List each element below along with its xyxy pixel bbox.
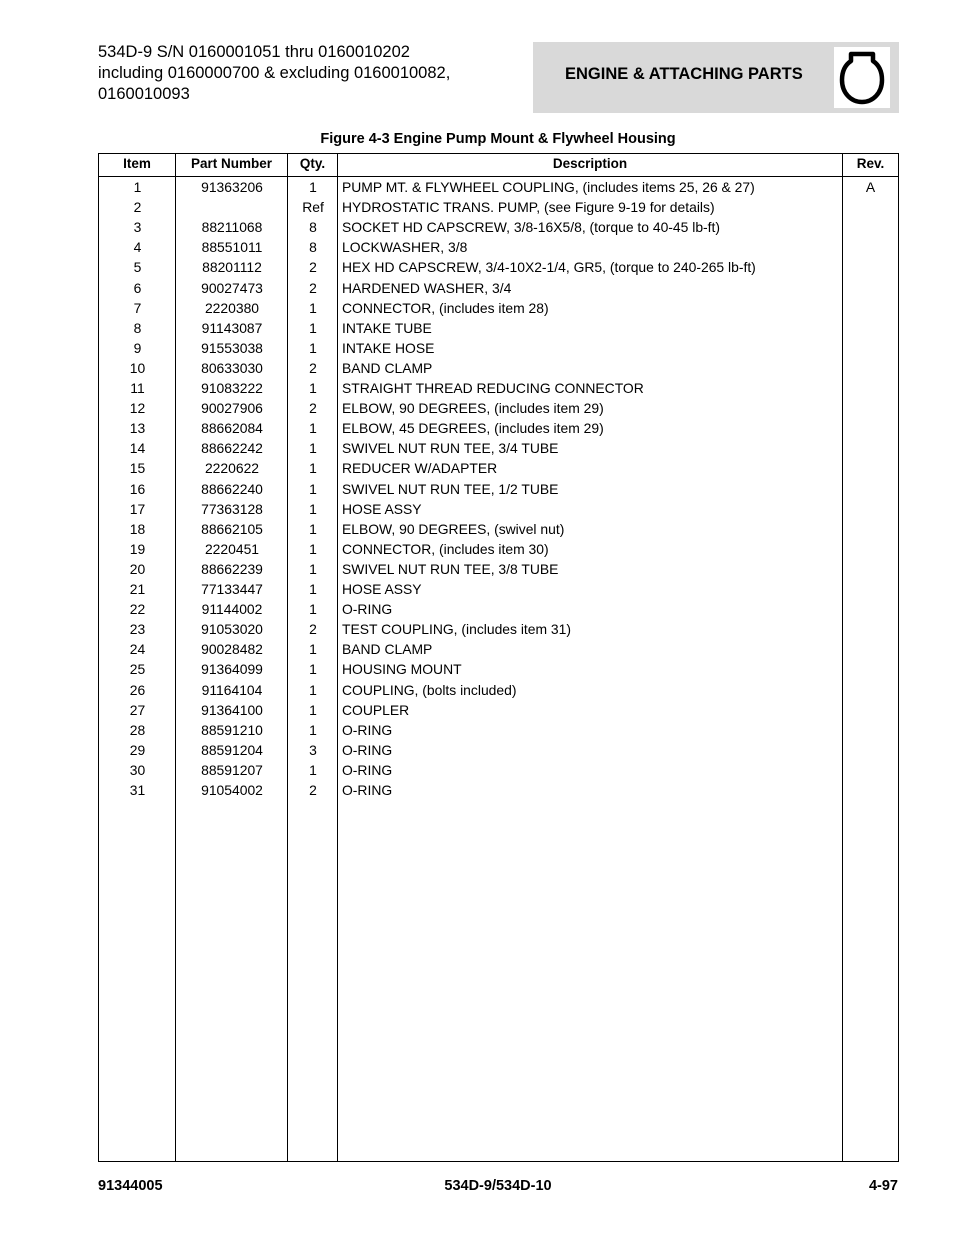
table-row (99, 318, 898, 338)
cell-qty: 1 (309, 380, 317, 396)
cell-qty: 1 (309, 520, 317, 537)
cell-description: ELBOW, 90 DEGREES, (swivel nut) (342, 520, 565, 537)
cell-description: CONNECTOR, (includes item 28) (342, 299, 549, 316)
cell-description: HOSE ASSY (342, 500, 422, 517)
cell-item: 14 (129, 440, 146, 457)
table-row (99, 458, 898, 478)
cell-part-number: 91143087 (201, 319, 263, 336)
cell-item: 12 (129, 400, 146, 417)
table-row (99, 740, 898, 760)
cell-description: LOCKWASHER, 3/8 (342, 239, 468, 256)
cell-qty: 1 (309, 500, 317, 517)
document-title-line-1: 534D-9 S/N 0160001051 thru 0160010202 (98, 43, 410, 61)
cell-description: O-RING (342, 761, 393, 778)
cell-rev (843, 338, 898, 358)
cell-part-number: 91083222 (201, 380, 263, 396)
cell-description: REDUCER W/ADAPTER (342, 460, 498, 477)
figure-title: Figure 4-3 Engine Pump Mount & Flywheel Housing (320, 131, 676, 147)
cell-part-number: 2220380 (204, 299, 260, 316)
cell-rev (843, 559, 898, 579)
table-row (99, 639, 898, 659)
cell-description: HARDENED WASHER, 3/4 (342, 279, 512, 296)
table-row (99, 418, 898, 438)
cell-qty: 1 (309, 601, 317, 618)
cell-description: ELBOW, 45 DEGREES, (includes item 29) (342, 420, 604, 437)
cell-description: COUPLING, (bolts included) (342, 681, 517, 698)
parts-table (98, 153, 899, 1162)
document-title-line-3: 0160010093 (98, 85, 190, 103)
cell-rev (843, 680, 898, 700)
cell-qty: 1 (309, 420, 317, 437)
cell-item: 20 (129, 560, 146, 577)
table-row (99, 780, 898, 800)
table-row (99, 760, 898, 780)
cell-part-number: 88201112 (202, 259, 262, 276)
cell-description: HYDROSTATIC TRANS. PUMP, (see Figure 9-19 for details) (342, 199, 715, 216)
cell-part-number: 91144002 (201, 601, 263, 618)
cell-description: PUMP MT. & FLYWHEEL COUPLING, (includes items 25, 26 & 27) (342, 179, 755, 195)
cell-item: 24 (129, 641, 146, 658)
cell-rev (843, 579, 898, 599)
cell-item: 27 (129, 701, 146, 718)
cell-part-number (176, 197, 288, 217)
cell-rev (843, 358, 898, 378)
cell-item: 31 (129, 782, 146, 798)
cell-qty: 1 (309, 179, 317, 195)
cell-qty: 1 (309, 560, 317, 577)
cell-part-number: 91364099 (201, 661, 263, 678)
column-header-qty: Qty. (299, 156, 326, 171)
cell-rev (843, 780, 898, 800)
cell-description: O-RING (342, 741, 393, 758)
cell-qty: 1 (309, 319, 317, 336)
cell-part-number: 88662084 (201, 420, 263, 437)
cell-qty: 1 (309, 761, 317, 778)
cell-part-number: 2220622 (204, 460, 260, 477)
cell-rev (843, 458, 898, 478)
cell-item: 1 (133, 179, 142, 195)
cell-description: SWIVEL NUT RUN TEE, 1/2 TUBE (342, 480, 559, 497)
cell-item: 13 (129, 420, 146, 437)
column-header-part-number: Part Number (190, 156, 273, 171)
cell-part-number: 88662240 (201, 480, 263, 497)
page-footer (98, 1178, 898, 1198)
cell-qty: 8 (309, 239, 317, 256)
cell-item: 9 (133, 339, 142, 356)
cell-rev (843, 197, 898, 217)
cell-qty: 1 (309, 701, 317, 718)
cell-description: TEST COUPLING, (includes item 31) (342, 621, 572, 638)
table-row (99, 438, 898, 458)
cell-item: 28 (129, 721, 146, 738)
cell-part-number: 91053020 (201, 621, 263, 638)
cell-rev (843, 418, 898, 438)
table-row (99, 358, 898, 378)
cell-rev (843, 659, 898, 679)
engine-section-icon (834, 47, 890, 108)
cell-item: 17 (129, 500, 146, 517)
table-row (99, 378, 898, 398)
cell-part-number: 80633030 (201, 359, 263, 376)
cell-qty: 1 (309, 460, 317, 477)
cell-rev (843, 298, 898, 318)
cell-item: 4 (133, 239, 142, 256)
cell-part-number: 91553038 (201, 339, 263, 356)
cell-rev (843, 318, 898, 338)
cell-item: 8 (133, 319, 142, 336)
table-row (99, 619, 898, 639)
cell-rev (843, 760, 898, 780)
table-row (99, 659, 898, 679)
cell-item: 6 (133, 279, 142, 296)
table-row (99, 257, 898, 277)
cell-part-number: 88591204 (201, 741, 263, 758)
cell-rev (843, 519, 898, 539)
cell-description: INTAKE HOSE (342, 339, 435, 356)
cell-description: ELBOW, 90 DEGREES, (includes item 29) (342, 400, 604, 417)
cell-item: 29 (129, 741, 146, 758)
cell-rev (843, 720, 898, 740)
cell-rev: A (865, 179, 876, 195)
cell-item: 11 (130, 380, 145, 396)
cell-qty: 2 (309, 400, 317, 417)
cell-qty: 1 (309, 721, 317, 738)
cell-rev (843, 398, 898, 418)
cell-rev (843, 599, 898, 619)
cell-part-number: 88591207 (201, 761, 263, 778)
cell-item: 2 (133, 199, 142, 216)
section-title: ENGINE & ATTACHING PARTS (565, 65, 803, 83)
cell-part-number: 77363128 (201, 500, 263, 517)
cell-qty: 2 (309, 259, 317, 276)
cell-part-number: 91363206 (201, 179, 263, 195)
cell-qty: 1 (309, 339, 317, 356)
cell-part-number: 88662105 (201, 520, 263, 537)
cell-item: 22 (129, 601, 146, 618)
cell-part-number: 90027473 (201, 279, 263, 296)
cell-qty: 1 (309, 299, 317, 316)
table-row (99, 197, 898, 217)
cell-qty: 2 (309, 359, 317, 376)
cell-part-number: 91164104 (201, 681, 263, 698)
table-row (99, 278, 898, 298)
cell-description: SOCKET HD CAPSCREW, 3/8-16X5/8, (torque to 40-45 lb-ft) (342, 219, 721, 236)
cell-qty: 1 (309, 681, 317, 698)
cell-part-number: 91054002 (201, 782, 263, 798)
cell-description: COUPLER (342, 701, 410, 718)
cell-item: 30 (129, 761, 146, 778)
cell-description: HEX HD CAPSCREW, 3/4-10X2-1/4, GR5, (torque to 240-265 lb-ft) (342, 259, 756, 276)
cell-item: 7 (133, 299, 142, 316)
table-row (99, 338, 898, 358)
column-header-rev: Rev. (856, 156, 885, 171)
table-row (99, 720, 898, 740)
cell-rev (843, 639, 898, 659)
cell-description: O-RING (342, 601, 393, 618)
cell-part-number: 90027906 (201, 400, 263, 417)
cell-description: HOSE ASSY (342, 581, 422, 597)
table-header-row (99, 154, 898, 177)
table-row (99, 680, 898, 700)
cell-qty: 1 (309, 540, 317, 557)
footer-model: 534D-9/534D-10 (444, 1178, 552, 1194)
document-title-line-2: including 0160000700 & excluding 0160010082, (98, 64, 451, 82)
footer-page-number: 4-97 (868, 1178, 898, 1194)
cell-rev (843, 217, 898, 237)
cell-rev (843, 499, 898, 519)
cell-qty: 1 (309, 641, 317, 658)
cell-item: 23 (129, 621, 146, 638)
table-row (99, 298, 898, 318)
column-header-item: Item (123, 156, 151, 171)
cell-qty: 1 (309, 440, 317, 457)
cell-item: 18 (129, 520, 146, 537)
footer-document-number: 91344005 (98, 1178, 163, 1194)
cell-part-number: 90028482 (201, 641, 263, 658)
cell-qty: 1 (309, 661, 317, 678)
cell-item: 15 (129, 460, 146, 477)
table-row (99, 519, 898, 539)
column-header-description: Description (552, 156, 628, 171)
cell-description: CONNECTOR, (includes item 30) (342, 540, 549, 557)
cell-rev (843, 539, 898, 559)
cell-rev (843, 237, 898, 257)
cell-part-number: 2220451 (204, 540, 260, 557)
cell-item: 16 (129, 480, 146, 497)
cell-qty: 1 (309, 581, 317, 597)
cell-item: 10 (129, 359, 146, 376)
cell-qty: 2 (309, 279, 317, 296)
document-title (98, 42, 518, 105)
cell-description: STRAIGHT THREAD REDUCING CONNECTOR (342, 380, 644, 396)
cell-qty: 3 (309, 741, 317, 758)
cell-rev (843, 438, 898, 458)
cell-part-number: 88551011 (201, 239, 263, 256)
cell-part-number: 77133447 (201, 581, 263, 597)
cell-item: 25 (129, 661, 146, 678)
table-row (99, 237, 898, 257)
cell-description: SWIVEL NUT RUN TEE, 3/4 TUBE (342, 440, 559, 457)
table-row (99, 398, 898, 418)
cell-qty: Ref (302, 199, 324, 216)
cell-item: 5 (133, 259, 142, 276)
cell-description: INTAKE TUBE (342, 319, 432, 336)
cell-item: 21 (129, 581, 146, 597)
cell-part-number: 88211068 (201, 219, 263, 236)
table-row (99, 579, 898, 599)
table-row (99, 599, 898, 619)
table-row (99, 559, 898, 579)
cell-part-number: 88591210 (201, 721, 263, 738)
cell-rev (843, 700, 898, 720)
cell-rev (843, 378, 898, 398)
cell-qty: 8 (309, 219, 317, 236)
cell-qty: 1 (309, 480, 317, 497)
cell-item: 26 (129, 681, 146, 698)
section-banner (533, 42, 899, 113)
cell-item: 19 (129, 540, 146, 557)
table-row (99, 700, 898, 720)
table-row (99, 499, 898, 519)
cell-description: BAND CLAMP (342, 359, 433, 376)
cell-rev (843, 257, 898, 277)
cell-rev (843, 619, 898, 639)
cell-description: O-RING (342, 782, 393, 798)
cell-description: O-RING (342, 721, 393, 738)
cell-rev (843, 278, 898, 298)
table-row (99, 177, 898, 197)
cell-rev (843, 740, 898, 760)
table-row (99, 217, 898, 237)
cell-part-number: 88662242 (201, 440, 263, 457)
table-row (99, 539, 898, 559)
cell-item: 3 (133, 219, 142, 236)
cell-rev (843, 479, 898, 499)
table-row (99, 479, 898, 499)
cell-description: BAND CLAMP (342, 641, 433, 658)
cell-part-number: 91364100 (201, 701, 263, 718)
cell-qty: 2 (309, 782, 317, 798)
cell-description: HOUSING MOUNT (342, 661, 462, 678)
cell-qty: 2 (309, 621, 317, 638)
cell-part-number: 88662239 (201, 560, 263, 577)
cell-description: SWIVEL NUT RUN TEE, 3/8 TUBE (342, 560, 559, 577)
